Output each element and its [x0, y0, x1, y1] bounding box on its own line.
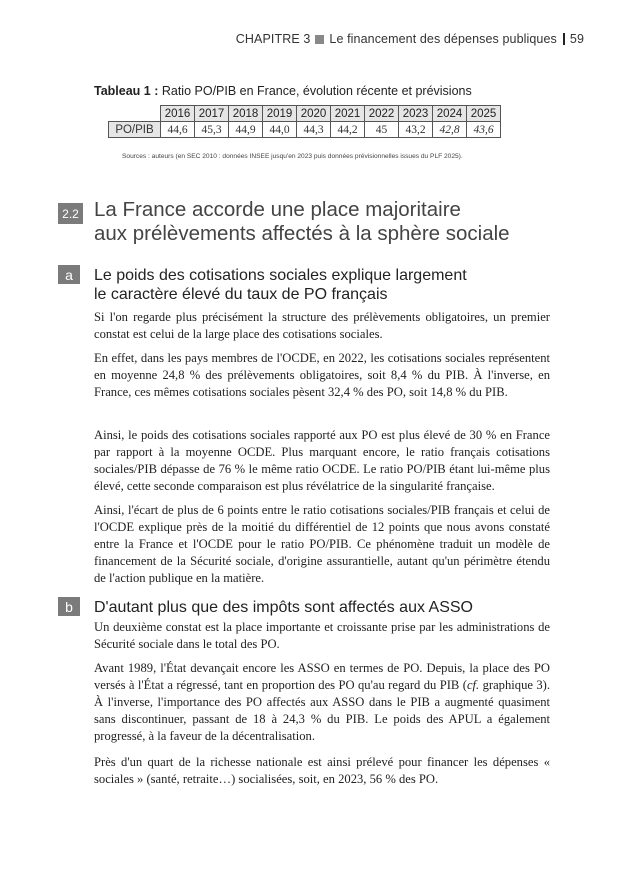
value-cell: 44,9: [229, 122, 263, 138]
section-heading: [94, 198, 510, 246]
value-cell: 44,3: [297, 122, 331, 138]
year-cell: 2023: [399, 106, 433, 122]
year-cell: 2020: [297, 106, 331, 122]
year-cell: 2024: [433, 106, 467, 122]
subsection-badge-a: a: [58, 265, 80, 284]
paragraph: Ainsi, l'écart de plus de 6 points entre le ratio cotisations sociales/PIB français et celui de l'OCDE explique près de la moitié du différentiel de 12 points que nous avons constaté entre la France et l'OCDE pour le ratio PO/PIB. Ce phénomène traduit un modèle de financement de la Sécurité sociale, d'origine assurantielle, autant qu'un périmètre étendu de l'action publique en la matière.: [94, 503, 550, 585]
value-cell: 45: [365, 122, 399, 138]
po-pib-table: [108, 105, 501, 138]
year-cell: 2019: [263, 106, 297, 122]
square-bullet-icon: [315, 35, 324, 44]
year-cell: 2025: [467, 106, 501, 122]
chapter-title: Le financement des dépenses publiques: [329, 32, 557, 46]
cf-abbreviation: cf.: [466, 678, 480, 692]
values-row: [109, 122, 501, 138]
subsection-heading-b: D'autant plus que des impôts sont affectés aux ASSO: [94, 599, 473, 616]
years-row: [109, 106, 501, 122]
paragraph: Un deuxième constat est la place importante et croissante prise par les administrations de Sécurité sociale dans le total des PO.: [94, 620, 550, 651]
year-cell: 2017: [195, 106, 229, 122]
row-label-cell: PO/PIB: [109, 122, 161, 138]
subsection-heading-line: le caractère élevé du taux de PO français: [94, 286, 388, 303]
table-caption-text: Ratio PO/PIB en France, évolution récente et prévisions: [161, 84, 472, 98]
value-cell: 44,2: [331, 122, 365, 138]
chapter-label: CHAPITRE 3: [235, 32, 311, 46]
table-caption-label: Tableau 1 :: [94, 84, 159, 98]
value-cell: 44,0: [263, 122, 297, 138]
subsection-badge-b: b: [58, 597, 80, 616]
table-caption: [94, 84, 472, 98]
paragraph: [94, 660, 550, 745]
paragraph-text: Avant 1989, l'État devançait encore les ASSO en termes de PO. Depuis, la place des PO versés à l'État a régressé, tant en proportion des PO qu'au regard du PIB (: [94, 661, 550, 692]
value-cell: 43,2: [399, 122, 433, 138]
section-heading-line: La France accorde une place majoritaire: [94, 198, 461, 221]
paragraph: En effet, dans les pays membres de l'OCDE, en 2022, les cotisations sociales représentent en moyenne 24,8 % des prélèvements obligatoires, soit 8,4 % du PIB. À l'inverse, en France, ces mêmes cotisations sociales pèsent 32,4 % des PO, soit 14,8 % du PIB.: [94, 351, 550, 399]
page-number: 59: [569, 32, 584, 46]
blank-cell: [109, 106, 161, 122]
year-cell: 2016: [161, 106, 195, 122]
paragraph: Ainsi, le poids des cotisations sociales rapporté aux PO est plus élevé de 30 % en France par rapport à la moyenne OCDE. Plus marquant encore, le ratio français cotisations sociales/PIB dépasse de 76 % le même ratio OCDE. Le ratio PO/PIB étant lui-même plus élevé, cette seconde comparaison est plus révélatrice de la singularité française.: [94, 428, 550, 493]
value-cell: 44,6: [161, 122, 195, 138]
value-cell: 45,3: [195, 122, 229, 138]
year-cell: 2022: [365, 106, 399, 122]
section-heading-line: aux prélèvements affectés à la sphère sociale: [94, 222, 510, 245]
paragraph: Si l'on regarde plus précisément la structure des prélèvements obligatoires, un premier constat est celui de la large place des cotisations sociales.: [94, 310, 550, 341]
separator-bar: [563, 33, 565, 45]
table-sources: Sources : auteurs (en SEC 2010 : données INSEE jusqu'en 2023 puis données prévisionnelles issues du PLF 2025).: [122, 153, 463, 160]
paragraph: Près d'un quart de la richesse nationale est ainsi prélevé pour financer les dépenses « sociales » (santé, retraite…) socialisées, soit, en 2023, 56 % des PO.: [94, 755, 550, 786]
year-cell: 2021: [331, 106, 365, 122]
running-header: [236, 32, 584, 46]
year-cell: 2018: [229, 106, 263, 122]
subsection-heading-line: Le poids des cotisations sociales explique largement: [94, 267, 467, 284]
section-number-badge: 2.2: [58, 203, 83, 224]
subsection-heading-a: [94, 266, 467, 304]
forecast-value-cell: 43,6: [467, 122, 501, 138]
forecast-value-cell: 42,8: [433, 122, 467, 138]
paragraph-text: graphique 3). À l'inverse, l'importance des PO affectés aux ASSO dans le PIB a augmenté quasiment sans discontinuer, passant de 18 à 24,3 % du PIB. Le poids des APUL a également progressé, à la faveur de la décentralisation.: [94, 678, 550, 743]
